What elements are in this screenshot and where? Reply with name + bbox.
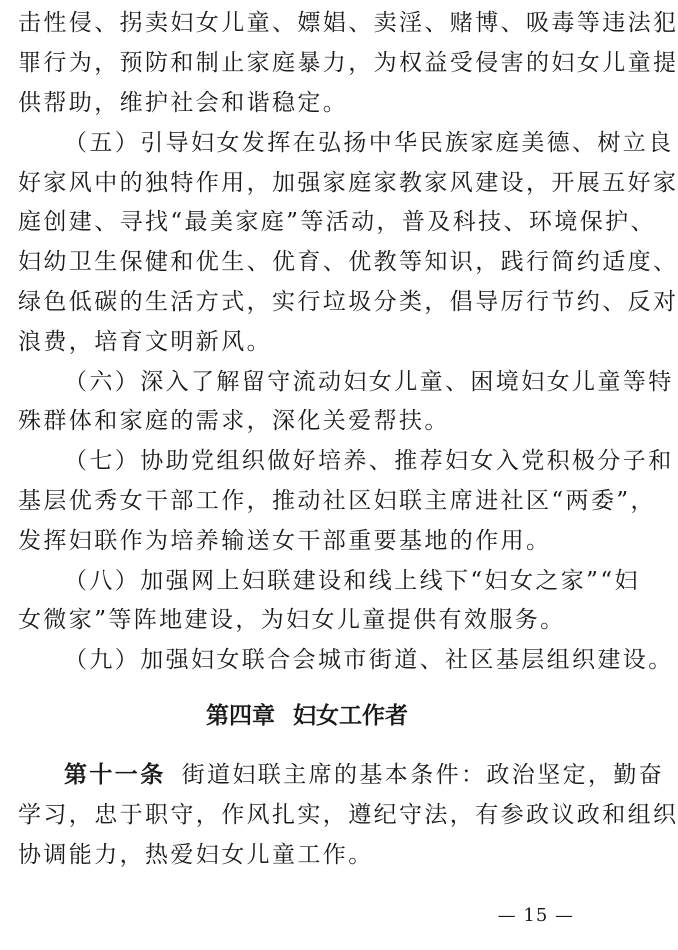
text-line: 发挥妇联作为培养输送女干部重要基地的作用。 [18,528,552,554]
chapter-heading [0,693,614,739]
article-label: 第十一条 [64,762,166,788]
text-line: 妇幼卫生保健和优生、优育、优教等知识，践行简约适度、 [18,249,678,275]
text-line: （五）引导妇女发挥在弘扬中华民族家庭美德、树立良 [64,130,674,156]
text-line: 浪费，培育文明新风。 [18,329,272,355]
page-number: — 15 — [497,905,574,926]
chapter-title: 妇女工作者 [293,703,408,729]
article-first-line [64,755,665,795]
text-line: 女微家”等阵地建设，为妇女儿童提供有效服务。 [18,607,566,633]
text-line: 供帮助，维护社会和谐稳定。 [18,90,349,116]
text-line: （七）协助党组织做好培养、推荐妇女入党积极分子和 [64,448,674,474]
text-line: （六）深入了解留守流动妇女儿童、困境妇女儿童等特 [64,369,674,395]
text-line: 协调能力，热爱妇女儿童工作。 [18,842,374,868]
text-line: （九）加强妇女联合会城市街道、社区基层组织建设。 [64,647,674,673]
text-line: 基层优秀女干部工作，推动社区妇联主席进社区“两委”， [18,488,656,514]
chapter-number: 第四章 [206,703,275,729]
article-text: 街道妇联主席的基本条件：政治坚定，勤奋 [181,762,665,788]
text-line: 绿色低碳的生活方式，实行垃圾分类，倡导厉行节约、反对 [18,289,678,315]
text-line: 庭创建、寻找“最美家庭”等活动，普及科技、环境保护、 [18,209,656,235]
text-line: （八）加强网上妇联建设和线上线下“妇女之家”“妇 [64,568,640,594]
text-line: 殊群体和家庭的需求，深化关爱帮扶。 [18,408,450,434]
text-line: 好家风中的独特作用，加强家庭家教家风建设，开展五好家 [18,170,678,196]
text-line: 击性侵、拐卖妇女儿童、嫖娼、卖淫、赌博、吸毒等违法犯 [18,10,678,36]
text-line: 罪行为，预防和制止家庭暴力，为权益受侵害的妇女儿童提 [18,50,678,76]
text-line: 学习，忠于职守，作风扎实，遵纪守法，有参政议政和组织 [18,802,678,828]
